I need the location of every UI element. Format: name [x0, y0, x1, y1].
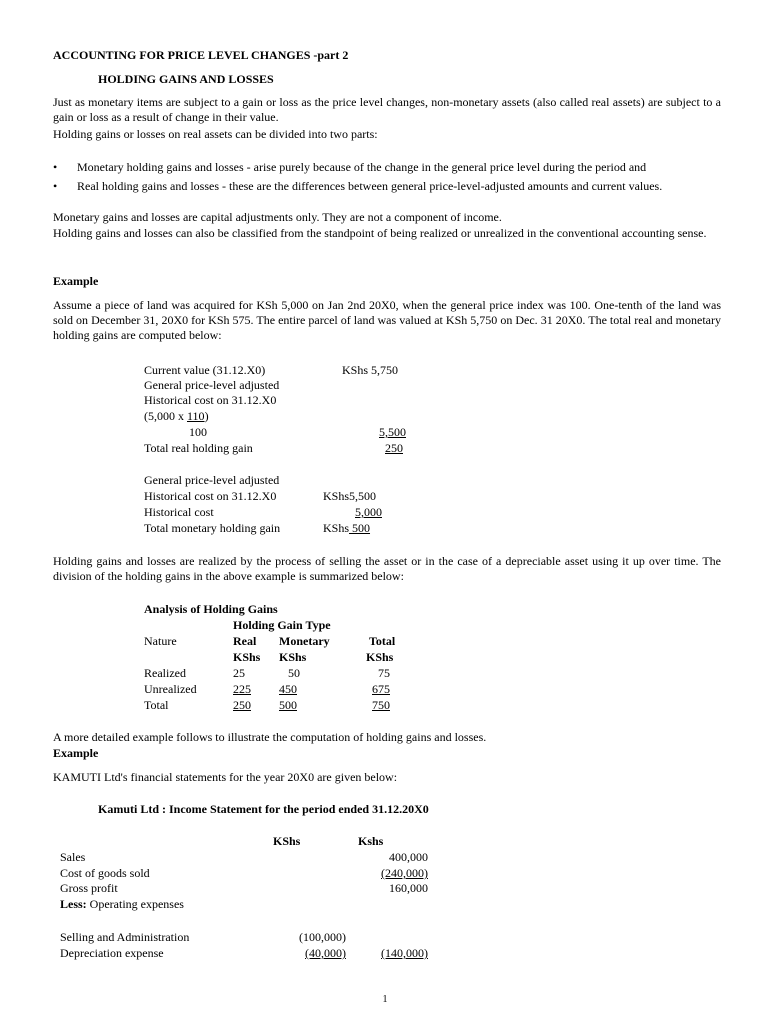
column-header-total: Total — [369, 634, 396, 648]
cogs-amount: (240,000) — [381, 866, 428, 880]
bullet-text: Real holding gains and losses - these are the differences between general price-level-adjusted amounts and current values. — [77, 179, 663, 193]
calc-numerator: 110 — [187, 409, 205, 423]
section-heading: HOLDING GAINS AND LOSSES — [98, 72, 274, 86]
operating-expenses-label — [60, 897, 184, 912]
table-cell: 75 — [378, 666, 390, 680]
document-title: ACCOUNTING FOR PRICE LEVEL CHANGES -part 2 — [53, 48, 349, 62]
unit-header-real: KShs — [233, 650, 261, 664]
cogs-label: Cost of goods sold — [60, 866, 150, 880]
table-cell: 750 — [372, 698, 390, 712]
gross-profit-label: Gross profit — [60, 881, 118, 895]
bullet-item — [53, 179, 662, 194]
table-row-label: Unrealized — [144, 682, 197, 696]
table-row-label: Total — [144, 698, 169, 712]
calc-line — [144, 409, 209, 424]
total-real-label: Total real holding gain — [144, 441, 253, 455]
hist-cost-amount: 5,000 — [355, 505, 382, 519]
total-monetary-amount — [323, 521, 370, 536]
monetary-note: Monetary gains and losses are capital adjustments only. They are not a component of income. — [53, 210, 502, 224]
less-label: Less: — [60, 897, 87, 911]
table-cell: 500 — [279, 698, 297, 712]
table-row-label: Realized — [144, 666, 186, 680]
holding-gain-type-header: Holding Gain Type — [233, 618, 331, 632]
analysis-title: Analysis of Holding Gains — [144, 602, 278, 616]
table-cell: 675 — [372, 682, 390, 696]
realized-note: Holding gains and losses are realized by the process of selling the asset or in the case of a depreciable asset using it up over time. The division of the holding gains in the above example is summarized below: — [53, 554, 721, 583]
sales-amount: 400,000 — [389, 850, 428, 864]
bullet-icon: • — [53, 160, 58, 174]
calc-amount: 5,500 — [379, 425, 406, 439]
column-header-nature: Nature — [144, 634, 177, 648]
table-cell: 250 — [233, 698, 251, 712]
bullet-item — [53, 160, 646, 175]
hist-cost-label: Historical cost — [144, 505, 214, 519]
selling-admin-amount: (100,000) — [299, 930, 346, 944]
total-monetary-value: 500 — [349, 521, 371, 535]
example-text: KAMUTI Ltd's financial statements for the year 20X0 are given below: — [53, 770, 398, 784]
unit-header-total: KShs — [366, 650, 394, 664]
income-statement-title: Kamuti Ltd : Income Statement for the period ended 31.12.20X0 — [98, 802, 429, 816]
opex-label: Operating expenses — [86, 897, 184, 911]
bullet-icon: • — [53, 179, 58, 193]
calc-suffix: ) — [204, 409, 209, 423]
classification-note: Holding gains and losses can also be classified from the standpoint of being realized or unrealized in the conventional accounting sense. — [53, 226, 707, 240]
gpl-label: General price-level adjusted — [144, 473, 280, 487]
detailed-note: A more detailed example follows to illustrate the computation of holding gains and losses. — [53, 730, 487, 744]
total-monetary-label: Total monetary holding gain — [144, 521, 281, 535]
table-cell: 25 — [233, 666, 245, 680]
example-heading: Example — [53, 746, 99, 760]
example-heading: Example — [53, 274, 99, 288]
gpl-amount: KShs5,500 — [323, 489, 377, 503]
calc-denominator: 100 — [189, 425, 207, 439]
total-real-amount: 250 — [385, 441, 403, 455]
current-value-amount: KShs 5,750 — [342, 363, 399, 377]
calc-prefix: (5,000 x — [144, 409, 187, 423]
bullet-text: Monetary holding gains and losses - arise purely because of the change in the general price level during the period and — [77, 160, 647, 174]
column-header-real: Real — [233, 634, 257, 648]
example-text: Assume a piece of land was acquired for KSh 5,000 on Jan 2nd 20X0, when the general price index was 100. One-tenth of the land was sold on December 31, 20X0 for KSh 575. The entire parcel of land was valued at KSh 5,750 on Dec. 31 20X0. The total real and monetary holding gains are computed below: — [53, 298, 721, 342]
unit-header-monetary: KShs — [279, 650, 307, 664]
intro-line: Holding gains or losses on real assets can be divided into two parts: — [53, 127, 378, 141]
intro-paragraph: Just as monetary items are subject to a gain or loss as the price level changes, non-monetary assets (also called real assets) are subject to a gain or loss as a result of change in their value. — [53, 95, 721, 124]
historical-cost-label: Historical cost on 31.12.X0 — [144, 489, 277, 503]
table-cell: 450 — [279, 682, 297, 696]
page-number: 1 — [382, 994, 388, 1005]
historical-cost-label: Historical cost on 31.12.X0 — [144, 393, 277, 407]
column-header-kshs: KShs — [273, 834, 301, 848]
column-header-monetary: Monetary — [279, 634, 330, 648]
currency-prefix: KShs — [323, 521, 350, 535]
current-value-label: Current value (31.12.X0) — [144, 363, 266, 377]
column-header-kshs-total: Kshs — [358, 834, 384, 848]
sales-label: Sales — [60, 850, 86, 864]
table-cell: 50 — [288, 666, 300, 680]
depreciation-label: Depreciation expense — [60, 946, 164, 960]
selling-admin-label: Selling and Administration — [60, 930, 190, 944]
depreciation-amount: (40,000) — [305, 946, 346, 960]
total-opex-amount: (140,000) — [381, 946, 428, 960]
table-cell: 225 — [233, 682, 251, 696]
gross-profit-amount: 160,000 — [389, 881, 428, 895]
gpl-label: General price-level adjusted — [144, 378, 280, 392]
